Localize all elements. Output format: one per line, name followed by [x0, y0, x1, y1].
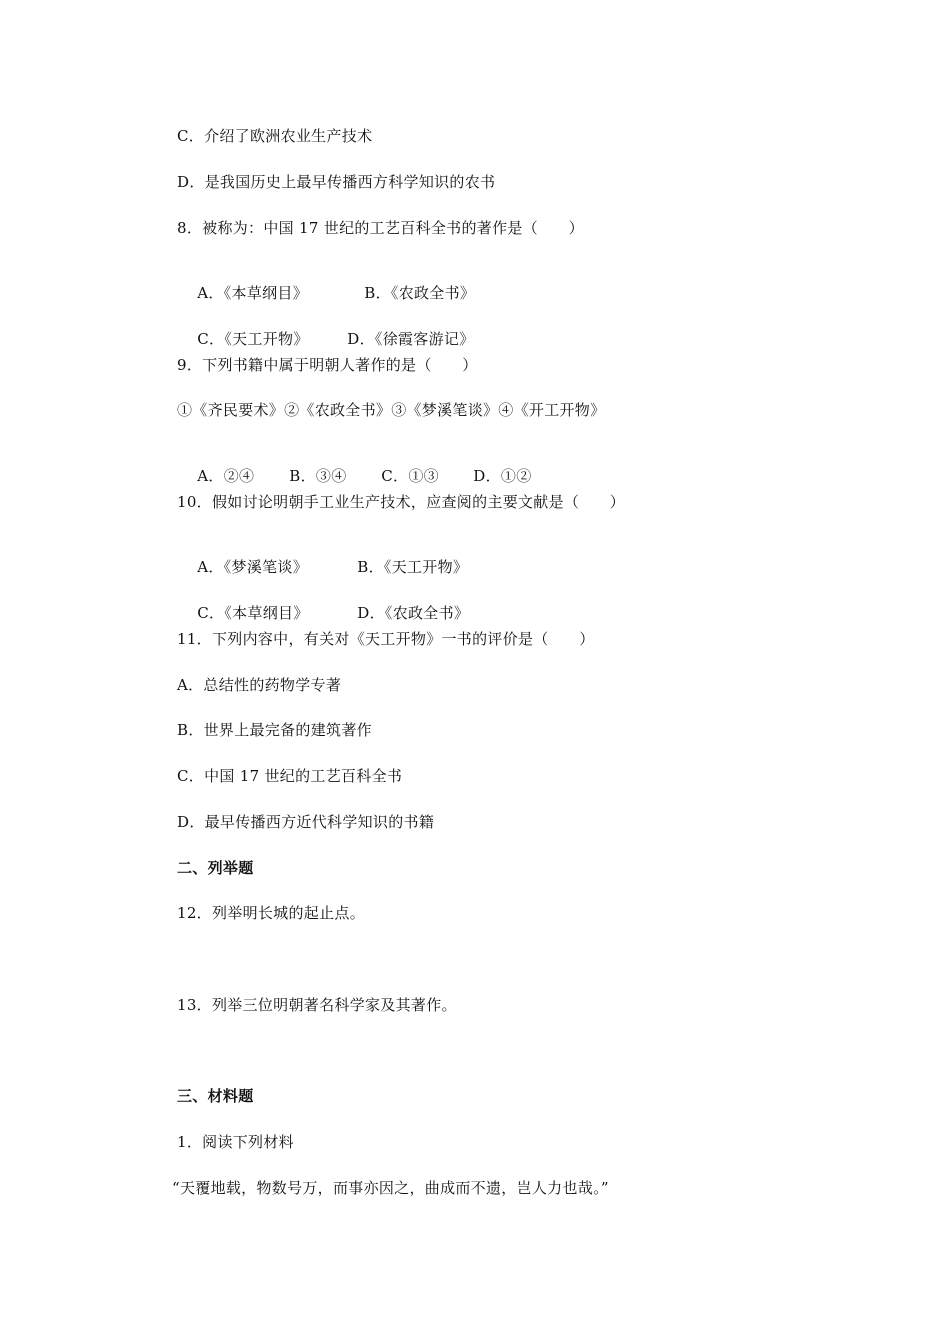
q7-option-d: D．是我国历史上最早传播西方科学知识的农书 — [177, 173, 496, 191]
q10-option-b: B．《天工开物》 — [357, 558, 469, 576]
material-q1-stem: 1．阅读下列材料 — [177, 1133, 294, 1151]
q13-stem: 13．列举三位明朝著名科学家及其著作。 — [177, 996, 457, 1014]
q8-option-d: D．《徐霞客游记》 — [347, 330, 475, 348]
q9-option-b: B．③④ — [289, 467, 347, 485]
q9-stem: 9．下列书籍中属于明朝人著作的是（ ） — [177, 356, 478, 374]
q10-option-c: C．《本草纲目》 — [197, 604, 309, 622]
q8-option-a: A．《本草纲目》 — [197, 284, 309, 302]
q10-stem: 10．假如讨论明朝手工业生产技术，应查阅的主要文献是（ ） — [177, 493, 626, 511]
q11-option-c: C．中国 17 世纪的工艺百科全书 — [177, 767, 403, 785]
q12-stem: 12．列举明长城的起止点。 — [177, 904, 365, 922]
q10-option-a: A．《梦溪笔谈》 — [197, 558, 309, 576]
section2-title: 二、列举题 — [177, 859, 254, 877]
material-quote: “天覆地载，物数号万，而事亦因之，曲成而不遗，岂人力也哉。” — [172, 1179, 609, 1197]
q11-option-a: A．总结性的药物学专著 — [177, 676, 342, 694]
q7-option-c: C．介绍了欧洲农业生产技术 — [177, 127, 373, 145]
q8-option-c: C．《天工开物》 — [197, 330, 309, 348]
q9-items: ①《齐民要术》②《农政全书》③《梦溪笔谈》④《开工开物》 — [177, 401, 606, 419]
q10-option-d: D．《农政全书》 — [357, 604, 470, 622]
q11-option-d: D．最早传播西方近代科学知识的书籍 — [177, 813, 435, 831]
q11-stem: 11．下列内容中，有关对《天工开物》一书的评价是（ ） — [177, 630, 595, 648]
q9-option-a: A．②④ — [197, 467, 255, 485]
q8-option-b: B．《农政全书》 — [364, 284, 476, 302]
q8-stem: 8．被称为：中国 17 世纪的工艺百科全书的著作是（ ） — [177, 219, 584, 237]
q11-option-b: B．世界上最完备的建筑著作 — [177, 721, 372, 739]
section3-title: 三、材料题 — [177, 1087, 254, 1105]
q9-option-c: C．①③ — [381, 467, 439, 485]
q9-option-d: D．①② — [473, 467, 532, 485]
